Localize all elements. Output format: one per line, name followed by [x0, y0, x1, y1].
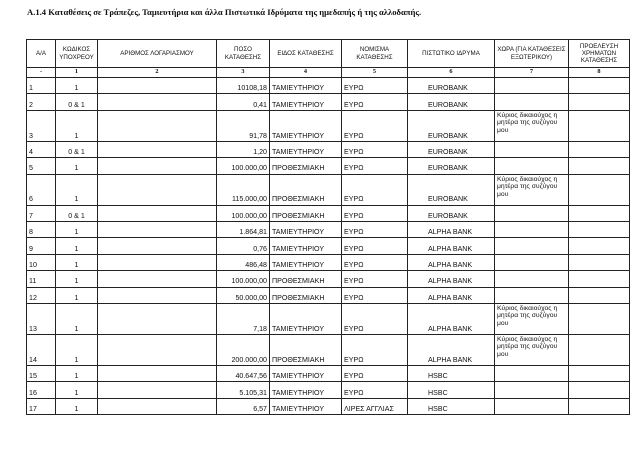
column-number: 1: [56, 68, 98, 78]
cell-type: ΤΑΜΙΕΥΤΗΡΙΟΥ: [270, 78, 342, 94]
cell-bank: ALPHA BANK: [408, 221, 495, 237]
cell-type: ΤΑΜΙΕΥΤΗΡΙΟΥ: [270, 94, 342, 110]
cell-origin: [569, 78, 630, 94]
cell-amount: 6,57: [217, 398, 270, 414]
cell-account: [98, 94, 217, 110]
cell-origin: [569, 382, 630, 398]
cell-origin: [569, 158, 630, 174]
cell-bank: ALPHA BANK: [408, 238, 495, 254]
cell-bank: EUROBANK: [408, 94, 495, 110]
cell-country: [495, 94, 569, 110]
table-row: [27, 287, 630, 303]
cell-aa: 13: [27, 303, 56, 334]
cell-bank: ALPHA BANK: [408, 334, 495, 365]
header-country: ΧΩΡΑ (ΓΙΑ ΚΑΤΑΘΕΣΕΙΣ ΕΞΩΤΕΡΙΚΟΥ): [495, 40, 569, 68]
column-number: 2: [98, 68, 217, 78]
cell-account: [98, 398, 217, 414]
cell-code: 1: [56, 365, 98, 381]
cell-country: [495, 271, 569, 287]
table-body: [27, 78, 630, 415]
cell-amount: 100.000,00: [217, 205, 270, 221]
cell-currency: ΕΥΡΩ: [342, 238, 408, 254]
cell-bank: ALPHA BANK: [408, 303, 495, 334]
cell-origin: [569, 221, 630, 237]
table-row: [27, 238, 630, 254]
cell-aa: 7: [27, 205, 56, 221]
column-number: 8: [569, 68, 630, 78]
cell-currency: ΕΥΡΩ: [342, 94, 408, 110]
cell-account: [98, 110, 217, 141]
cell-bank: ALPHA BANK: [408, 254, 495, 270]
cell-origin: [569, 271, 630, 287]
cell-aa: 14: [27, 334, 56, 365]
cell-aa: 9: [27, 238, 56, 254]
cell-account: [98, 303, 217, 334]
cell-aa: 11: [27, 271, 56, 287]
cell-amount: 10108,18: [217, 78, 270, 94]
cell-origin: [569, 334, 630, 365]
cell-bank: EUROBANK: [408, 158, 495, 174]
cell-origin: [569, 110, 630, 141]
cell-code: 1: [56, 334, 98, 365]
cell-amount: 200.000,00: [217, 334, 270, 365]
cell-country: [495, 254, 569, 270]
header-aa: Α/Α: [27, 40, 56, 68]
header-amount: ΠΟΣΟ ΚΑΤΑΘΕΣΗΣ: [217, 40, 270, 68]
cell-type: ΤΑΜΙΕΥΤΗΡΙΟΥ: [270, 365, 342, 381]
cell-origin: [569, 141, 630, 157]
cell-code: 1: [56, 221, 98, 237]
cell-code: 1: [56, 174, 98, 205]
cell-account: [98, 221, 217, 237]
table-row: [27, 271, 630, 287]
cell-bank: HSBC: [408, 398, 495, 414]
cell-aa: 3: [27, 110, 56, 141]
cell-origin: [569, 205, 630, 221]
cell-type: ΠΡΟΘΕΣΜΙΑΚΗ: [270, 287, 342, 303]
cell-currency: ΕΥΡΩ: [342, 158, 408, 174]
cell-currency: ΕΥΡΩ: [342, 334, 408, 365]
cell-bank: EUROBANK: [408, 205, 495, 221]
cell-type: ΤΑΜΙΕΥΤΗΡΙΟΥ: [270, 141, 342, 157]
header-code: ΚΩΔΙΚΟΣ ΥΠΟΧΡΕΟΥ: [56, 40, 98, 68]
cell-type: ΠΡΟΘΕΣΜΙΑΚΗ: [270, 271, 342, 287]
cell-amount: 50.000,00: [217, 287, 270, 303]
cell-country: [495, 238, 569, 254]
cell-origin: [569, 287, 630, 303]
cell-country: [495, 287, 569, 303]
cell-account: [98, 382, 217, 398]
cell-code: 1: [56, 254, 98, 270]
cell-type: ΤΑΜΙΕΥΤΗΡΙΟΥ: [270, 238, 342, 254]
table-row: [27, 158, 630, 174]
cell-aa: 10: [27, 254, 56, 270]
table-row: [27, 94, 630, 110]
cell-aa: 2: [27, 94, 56, 110]
cell-code: 1: [56, 271, 98, 287]
cell-code: 1: [56, 398, 98, 414]
cell-code: 0 & 1: [56, 94, 98, 110]
column-number: 3: [217, 68, 270, 78]
cell-type: ΤΑΜΙΕΥΤΗΡΙΟΥ: [270, 110, 342, 141]
cell-amount: 115.000,00: [217, 174, 270, 205]
table-row: [27, 221, 630, 237]
cell-account: [98, 271, 217, 287]
cell-code: 1: [56, 110, 98, 141]
cell-code: 1: [56, 382, 98, 398]
table-row: [27, 382, 630, 398]
cell-bank: EUROBANK: [408, 174, 495, 205]
cell-aa: 6: [27, 174, 56, 205]
header-bank: ΠΙΣΤΩΤΙΚΟ ΙΔΡΥΜΑ: [408, 40, 495, 68]
cell-bank: HSBC: [408, 365, 495, 381]
cell-currency: ΛΙΡΕΣ ΑΓΓΛΙΑΣ: [342, 398, 408, 414]
header-type: ΕΙΔΟΣ ΚΑΤΑΘΕΣΗΣ: [270, 40, 342, 68]
cell-country: Κύριος δικαιούχος η μητέρα της συζύγου μου: [495, 303, 569, 334]
cell-type: ΤΑΜΙΕΥΤΗΡΙΟΥ: [270, 254, 342, 270]
cell-origin: [569, 303, 630, 334]
cell-type: ΤΑΜΙΕΥΤΗΡΙΟΥ: [270, 221, 342, 237]
cell-code: 1: [56, 78, 98, 94]
cell-bank: EUROBANK: [408, 110, 495, 141]
cell-amount: 1.864,81: [217, 221, 270, 237]
table-row: [27, 365, 630, 381]
cell-bank: EUROBANK: [408, 78, 495, 94]
cell-aa: 15: [27, 365, 56, 381]
cell-type: ΤΑΜΙΕΥΤΗΡΙΟΥ: [270, 303, 342, 334]
deposits-table: [26, 39, 630, 415]
header-origin: ΠΡΟΕΛΕΥΣΗ ΧΡΗΜΑΤΩΝ ΚΑΤΑΘΕΣΗΣ: [569, 40, 630, 68]
cell-account: [98, 254, 217, 270]
cell-aa: 5: [27, 158, 56, 174]
cell-account: [98, 158, 217, 174]
column-number: -: [27, 68, 56, 78]
cell-country: Κύριος δικαιούχος η μητέρα της συζύγου μου: [495, 334, 569, 365]
cell-amount: 100.000,00: [217, 271, 270, 287]
cell-origin: [569, 238, 630, 254]
cell-aa: 4: [27, 141, 56, 157]
cell-type: ΠΡΟΘΕΣΜΙΑΚΗ: [270, 334, 342, 365]
cell-currency: ΕΥΡΩ: [342, 174, 408, 205]
cell-amount: 100.000,00: [217, 158, 270, 174]
header-account: ΑΡΙΘΜΟΣ ΛΟΓΑΡΙΑΣΜΟΥ: [98, 40, 217, 68]
column-number: 4: [270, 68, 342, 78]
table-row: [27, 254, 630, 270]
column-number: 6: [408, 68, 495, 78]
cell-bank: HSBC: [408, 382, 495, 398]
cell-currency: ΕΥΡΩ: [342, 287, 408, 303]
cell-amount: 7,18: [217, 303, 270, 334]
cell-code: 1: [56, 158, 98, 174]
cell-currency: ΕΥΡΩ: [342, 141, 408, 157]
cell-bank: EUROBANK: [408, 141, 495, 157]
cell-origin: [569, 365, 630, 381]
cell-code: 1: [56, 287, 98, 303]
cell-country: Κύριος δικαιούχος η μητέρα της συζύγου μου: [495, 174, 569, 205]
column-numbers-row: [27, 68, 630, 78]
cell-currency: ΕΥΡΩ: [342, 365, 408, 381]
cell-type: ΠΡΟΘΕΣΜΙΑΚΗ: [270, 205, 342, 221]
header-currency: ΝΟΜΙΣΜΑ ΚΑΤΑΘΕΣΗΣ: [342, 40, 408, 68]
table-row: [27, 303, 630, 334]
cell-country: [495, 382, 569, 398]
cell-country: [495, 398, 569, 414]
cell-type: ΤΑΜΙΕΥΤΗΡΙΟΥ: [270, 382, 342, 398]
cell-type: ΤΑΜΙΕΥΤΗΡΙΟΥ: [270, 398, 342, 414]
cell-code: 1: [56, 238, 98, 254]
cell-amount: 0,41: [217, 94, 270, 110]
table-row: [27, 141, 630, 157]
cell-currency: ΕΥΡΩ: [342, 254, 408, 270]
cell-aa: 17: [27, 398, 56, 414]
table-row: [27, 205, 630, 221]
cell-account: [98, 365, 217, 381]
cell-country: [495, 78, 569, 94]
cell-country: [495, 141, 569, 157]
cell-bank: ALPHA BANK: [408, 287, 495, 303]
cell-type: ΠΡΟΘΕΣΜΙΑΚΗ: [270, 158, 342, 174]
header-row: [27, 40, 630, 68]
cell-account: [98, 334, 217, 365]
cell-currency: ΕΥΡΩ: [342, 221, 408, 237]
cell-amount: 91,78: [217, 110, 270, 141]
cell-amount: 40.647,56: [217, 365, 270, 381]
column-number: 7: [495, 68, 569, 78]
cell-amount: 0,76: [217, 238, 270, 254]
table-row: [27, 110, 630, 141]
cell-account: [98, 238, 217, 254]
cell-currency: ΕΥΡΩ: [342, 205, 408, 221]
document-title: Α.1.4 Καταθέσεις σε Τράπεζες, Ταμιευτήρια και άλλα Πιστωτικά Ιδρύματα της ημεδαπής ή της αλλοδαπής.: [27, 7, 422, 17]
table-row: [27, 334, 630, 365]
cell-country: [495, 221, 569, 237]
table-row: [27, 78, 630, 94]
cell-type: ΠΡΟΘΕΣΜΙΑΚΗ: [270, 174, 342, 205]
cell-amount: 486,48: [217, 254, 270, 270]
cell-currency: ΕΥΡΩ: [342, 78, 408, 94]
cell-country: [495, 205, 569, 221]
cell-amount: 1,20: [217, 141, 270, 157]
cell-account: [98, 78, 217, 94]
cell-code: 0 & 1: [56, 141, 98, 157]
cell-code: 0 & 1: [56, 205, 98, 221]
cell-currency: ΕΥΡΩ: [342, 271, 408, 287]
cell-country: [495, 365, 569, 381]
cell-currency: ΕΥΡΩ: [342, 110, 408, 141]
cell-currency: ΕΥΡΩ: [342, 303, 408, 334]
cell-aa: 1: [27, 78, 56, 94]
cell-account: [98, 174, 217, 205]
table-row: [27, 174, 630, 205]
cell-aa: 8: [27, 221, 56, 237]
cell-origin: [569, 174, 630, 205]
cell-code: 1: [56, 303, 98, 334]
cell-origin: [569, 94, 630, 110]
cell-aa: 16: [27, 382, 56, 398]
column-number: 5: [342, 68, 408, 78]
cell-country: Κύριος δικαιούχος η μητέρα της συζύγου μου: [495, 110, 569, 141]
cell-amount: 5.105,31: [217, 382, 270, 398]
cell-account: [98, 287, 217, 303]
cell-account: [98, 141, 217, 157]
cell-account: [98, 205, 217, 221]
cell-origin: [569, 254, 630, 270]
cell-origin: [569, 398, 630, 414]
table-row: [27, 398, 630, 414]
cell-bank: ALPHA BANK: [408, 271, 495, 287]
cell-country: [495, 158, 569, 174]
cell-aa: 12: [27, 287, 56, 303]
cell-currency: ΕΥΡΩ: [342, 382, 408, 398]
